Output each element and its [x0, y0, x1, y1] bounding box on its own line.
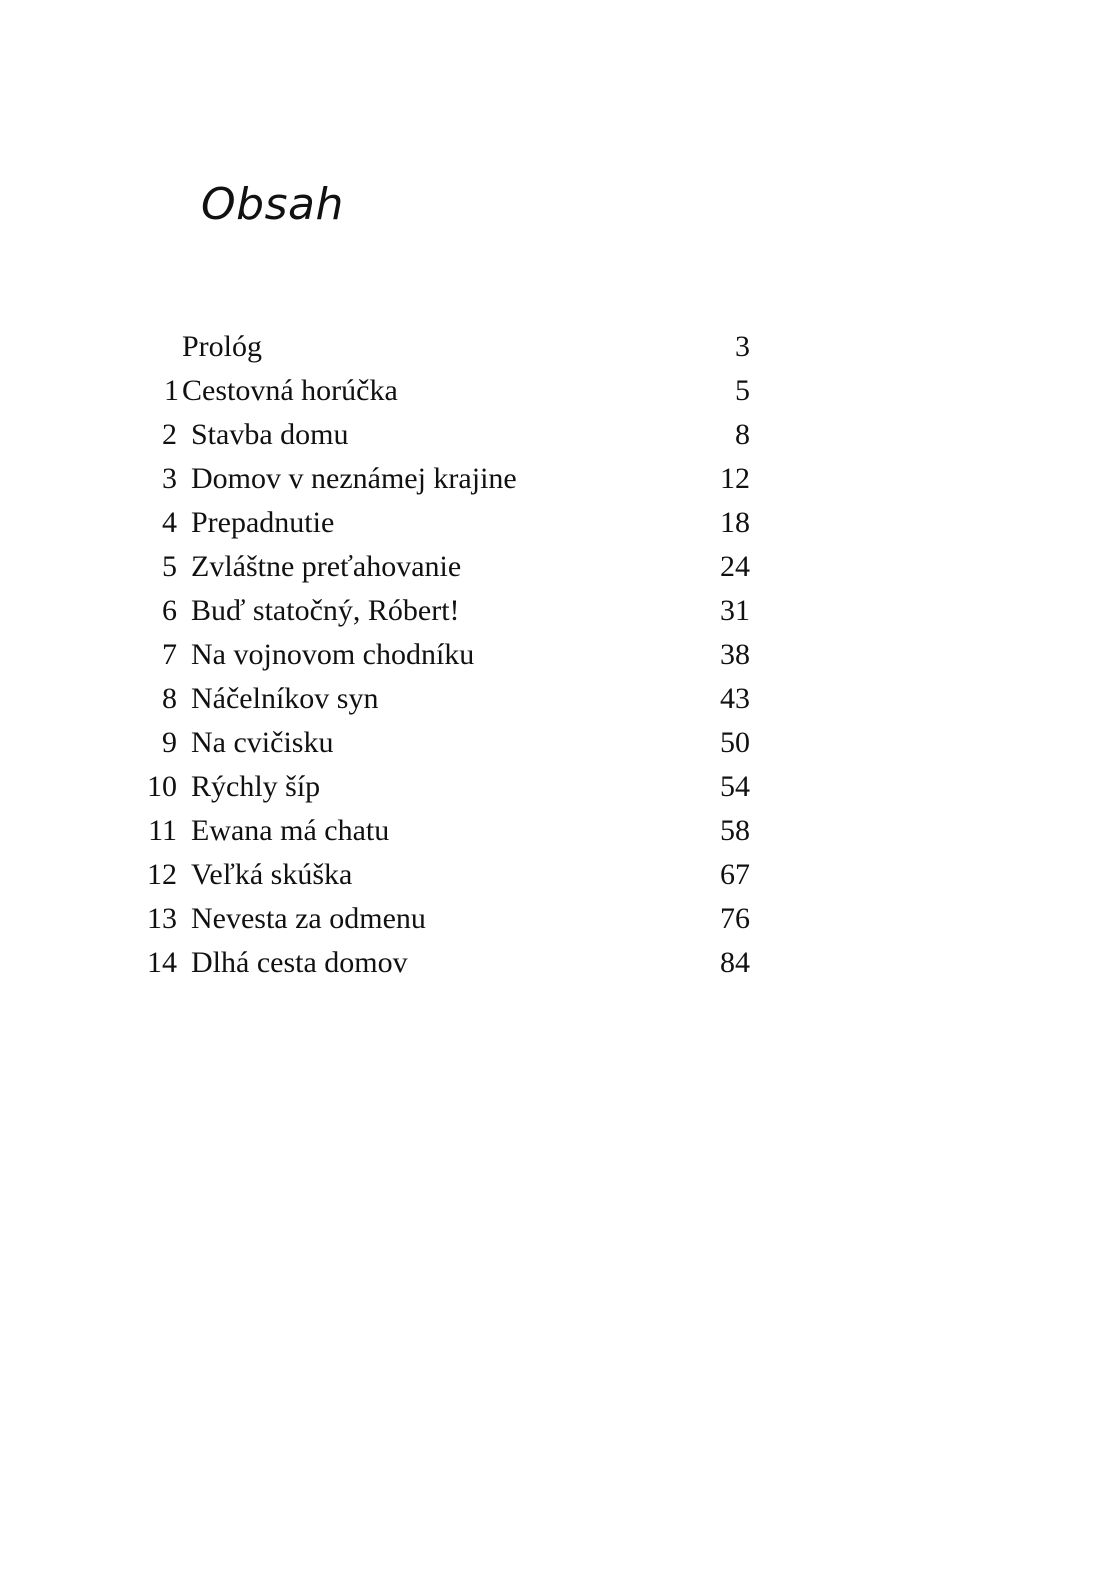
toc-entry [0, 589, 1117, 633]
chapter-number: 11 [148, 814, 177, 847]
page-number: 38 [720, 638, 750, 671]
chapter-number: 2 [162, 418, 177, 451]
chapter-number: 12 [147, 858, 177, 891]
page-number: 12 [720, 462, 750, 495]
chapter-number: 4 [162, 506, 177, 539]
chapter-number: 3 [162, 462, 177, 495]
chapter-number: 8 [162, 682, 177, 715]
page-number: 76 [720, 902, 750, 935]
page-number: 50 [720, 726, 750, 759]
toc-entry [0, 369, 1117, 413]
chapter-title: Domov v neznámej krajine [191, 462, 517, 495]
toc-entry [0, 897, 1117, 941]
page-number: 84 [720, 946, 750, 979]
chapter-title: Náčelníkov syn [191, 682, 379, 715]
toc-entry [0, 325, 1117, 369]
page-number: 24 [720, 550, 750, 583]
contents-heading: Obsah [201, 179, 344, 230]
table-of-contents [0, 325, 1117, 985]
page-number: 8 [735, 418, 750, 451]
chapter-number: 7 [162, 638, 177, 671]
chapter-title: Buď statočný, Róbert! [191, 594, 460, 627]
toc-entry [0, 545, 1117, 589]
toc-entry [0, 501, 1117, 545]
toc-entry [0, 413, 1117, 457]
chapter-number: 1 [164, 374, 179, 407]
chapter-title: Na cvičisku [191, 726, 334, 759]
chapter-title: Stavba domu [191, 418, 349, 451]
chapter-number: 10 [147, 770, 177, 803]
chapter-title: Rýchly šíp [191, 770, 321, 803]
chapter-title: Prológ [182, 330, 263, 363]
chapter-number: 6 [162, 594, 177, 627]
toc-entry [0, 677, 1117, 721]
chapter-title: Na vojnovom chodníku [191, 638, 475, 671]
page-number: 43 [720, 682, 750, 715]
page-number: 3 [735, 330, 750, 363]
toc-entry [0, 941, 1117, 985]
toc-entry [0, 457, 1117, 501]
chapter-number: 13 [147, 902, 177, 935]
page-number: 31 [720, 594, 750, 627]
toc-entry [0, 809, 1117, 853]
chapter-title: Dlhá cesta domov [191, 946, 408, 979]
page-number: 5 [735, 374, 750, 407]
page-number: 18 [720, 506, 750, 539]
chapter-number: 5 [162, 550, 177, 583]
page-number: 67 [720, 858, 750, 891]
chapter-number: 14 [147, 946, 177, 979]
chapter-title: Ewana má chatu [191, 814, 390, 847]
toc-entry [0, 633, 1117, 677]
toc-entry [0, 721, 1117, 765]
toc-entry [0, 765, 1117, 809]
chapter-number: 9 [162, 726, 177, 759]
chapter-title: Cestovná horúčka [182, 374, 398, 407]
toc-entry [0, 853, 1117, 897]
chapter-title: Nevesta za odmenu [191, 902, 426, 935]
chapter-title: Veľká skúška [191, 858, 353, 891]
chapter-title: Zvláštne preťahovanie [191, 550, 462, 583]
chapter-title: Prepadnutie [191, 506, 335, 539]
page-number: 54 [720, 770, 750, 803]
page-number: 58 [720, 814, 750, 847]
